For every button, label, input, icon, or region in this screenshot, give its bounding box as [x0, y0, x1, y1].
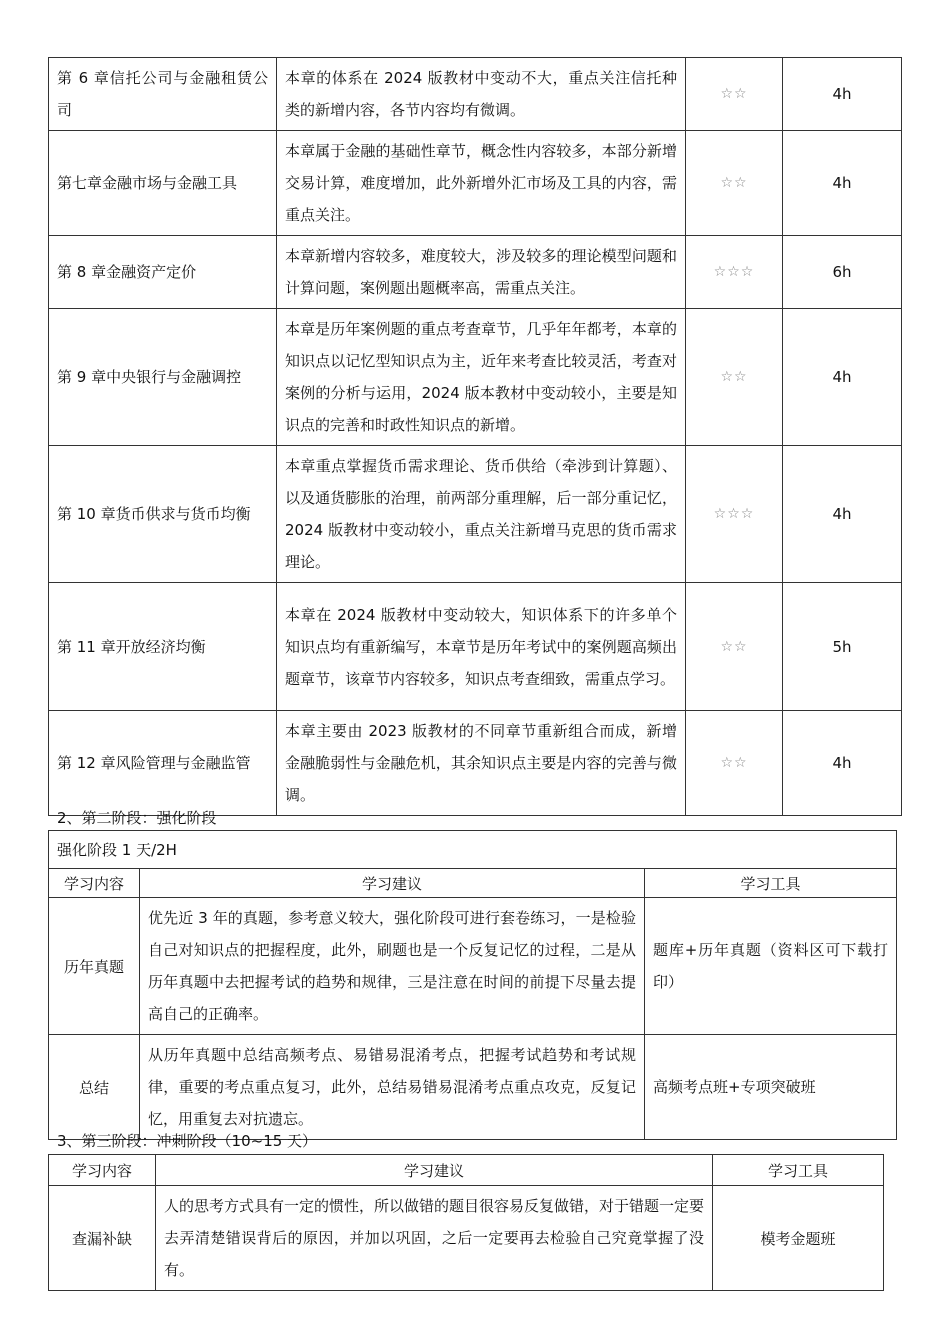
table-row: [49, 1035, 897, 1140]
chapter-name: 第 6 章信托公司与金融租赁公司: [49, 58, 277, 131]
study-hours: 4h: [783, 131, 902, 236]
study-tool: 题库+历年真题（资料区可下载打印）: [645, 898, 897, 1035]
difficulty-stars: ☆☆: [686, 58, 783, 131]
difficulty-stars: ☆☆: [686, 131, 783, 236]
chapter-name: 第 12 章风险管理与金融监管: [49, 711, 277, 816]
chapter-desc: 本章在 2024 版教材中变动较大，知识体系下的许多单个知识点均有重新编写，本章节是历年考试中的案例题高频出题章节，该章节内容较多，知识点考查细致，需重点学习。: [277, 583, 686, 711]
chapter-table: [48, 57, 902, 816]
study-hours: 4h: [783, 58, 902, 131]
table-row: [49, 309, 902, 446]
table-row: [49, 131, 902, 236]
difficulty-stars: ☆☆☆: [686, 236, 783, 309]
stage2-table: [48, 830, 897, 1140]
study-advice: 优先近 3 年的真题，参考意义较大，强化阶段可进行套卷练习，一是检验自己对知识点的把握程度，此外，刷题也是一个反复记忆的过程，二是从历年真题中去把握考试的趋势和规律，三是注意在时间的前提下尽量去提高自己的正确率。: [140, 898, 645, 1035]
difficulty-stars: ☆☆: [686, 711, 783, 816]
table-row: [49, 236, 902, 309]
chapter-desc: 本章的体系在 2024 版教材中变动不大，重点关注信托种类的新增内容，各节内容均有微调。: [277, 58, 686, 131]
study-tool: 模考金题班: [713, 1186, 884, 1291]
header-tool: 学习工具: [713, 1155, 884, 1186]
table-row: [49, 1186, 884, 1291]
table-caption-row: [49, 831, 897, 869]
chapter-name: 第七章金融市场与金融工具: [49, 131, 277, 236]
stage2-title: 2、第二阶段：强化阶段: [57, 809, 217, 827]
header-content: 学习内容: [49, 869, 140, 898]
stage3-title: 3、第三阶段：冲刺阶段（10~15 天）: [57, 1132, 318, 1150]
study-hours: 5h: [783, 583, 902, 711]
difficulty-stars: ☆☆☆: [686, 446, 783, 583]
header-advice: 学习建议: [140, 869, 645, 898]
difficulty-stars: ☆☆: [686, 583, 783, 711]
table-header-row: [49, 1155, 884, 1186]
study-content: 总结: [49, 1035, 140, 1140]
study-hours: 4h: [783, 446, 902, 583]
table-row: [49, 446, 902, 583]
chapter-name: 第 9 章中央银行与金融调控: [49, 309, 277, 446]
header-tool: 学习工具: [645, 869, 897, 898]
header-content: 学习内容: [49, 1155, 156, 1186]
header-advice: 学习建议: [156, 1155, 713, 1186]
chapter-name: 第 10 章货币供求与货币均衡: [49, 446, 277, 583]
chapter-desc: 本章属于金融的基础性章节，概念性内容较多，本部分新增交易计算，难度增加，此外新增外汇市场及工具的内容，需重点关注。: [277, 131, 686, 236]
study-tool: 高频考点班+专项突破班: [645, 1035, 897, 1140]
table-row: [49, 711, 902, 816]
stage3-table: [48, 1154, 884, 1291]
chapter-desc: 本章重点掌握货币需求理论、货币供给（牵涉到计算题）、以及通货膨胀的治理，前两部分重理解，后一部分重记忆，2024 版教材中变动较小，重点关注新增马克思的货币需求理论。: [277, 446, 686, 583]
table-row: [49, 898, 897, 1035]
study-content: 历年真题: [49, 898, 140, 1035]
study-hours: 4h: [783, 711, 902, 816]
difficulty-stars: ☆☆: [686, 309, 783, 446]
stage2-caption: 强化阶段 1 天/2H: [49, 831, 897, 869]
chapter-name: 第 11 章开放经济均衡: [49, 583, 277, 711]
table-row: [49, 58, 902, 131]
study-advice: 人的思考方式具有一定的惯性，所以做错的题目很容易反复做错，对于错题一定要去弄清楚错误背后的原因，并加以巩固，之后一定要再去检验自己究竟掌握了没有。: [156, 1186, 713, 1291]
chapter-desc: 本章新增内容较多，难度较大，涉及较多的理论模型问题和计算问题，案例题出题概率高，需重点关注。: [277, 236, 686, 309]
table-header-row: [49, 869, 897, 898]
study-hours: 6h: [783, 236, 902, 309]
chapter-desc: 本章主要由 2023 版教材的不同章节重新组合而成，新增金融脆弱性与金融危机，其余知识点主要是内容的完善与微调。: [277, 711, 686, 816]
chapter-name: 第 8 章金融资产定价: [49, 236, 277, 309]
chapter-desc: 本章是历年案例题的重点考查章节，几乎年年都考，本章的知识点以记忆型知识点为主，近年来考查比较灵活，考查对案例的分析与运用，2024 版本教材中变动较小，主要是知识点的完善和时政性知识点的新增。: [277, 309, 686, 446]
study-hours: 4h: [783, 309, 902, 446]
study-advice: 从历年真题中总结高频考点、易错易混淆考点，把握考试趋势和考试规律，重要的考点重点复习，此外，总结易错易混淆考点重点攻克，反复记忆，用重复去对抗遗忘。: [140, 1035, 645, 1140]
table-row: [49, 583, 902, 711]
study-content: 查漏补缺: [49, 1186, 156, 1291]
